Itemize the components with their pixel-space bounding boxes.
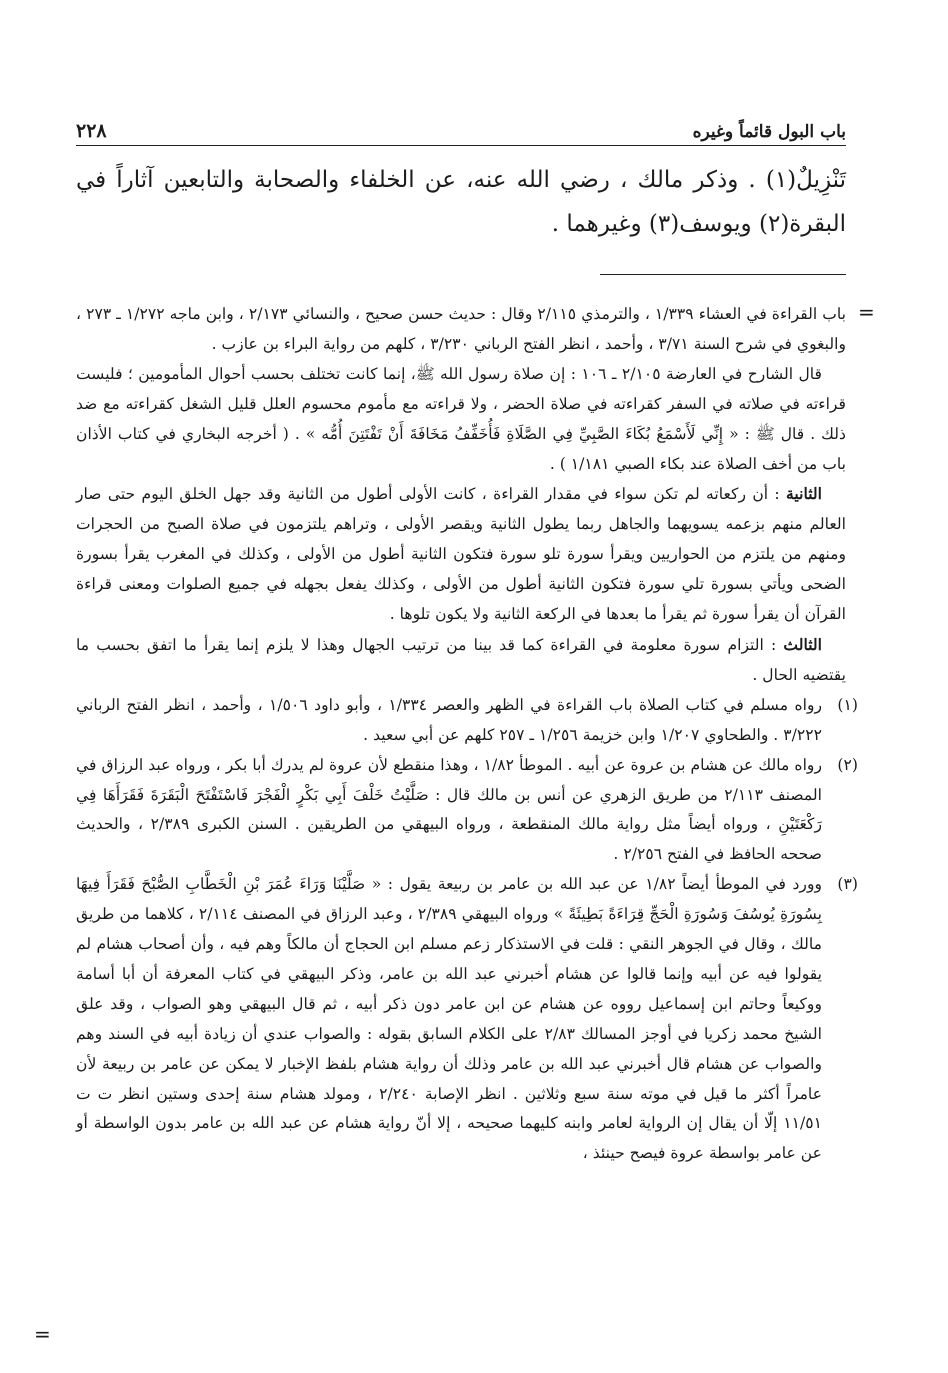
footnote-text: وورد في الموطأ أيضاً ١/٨٢ عن عبد الله بن عامر بن ربيعة يقول : « صَلَّيْنَا وَرَاءَ عُمَرَ بْنِ الْخَطَّابِ الصُّبْحَ فَقَرَأَ فِيهَا بِسُورَةِ يُوسُفَ وَسُورَةِ الْحَجِّ قِرَاءَةً بَطِيئَةً » ورواه البيهقي ٢/٣٨٩ ، وعبد الرزاق في المصنف ٢/١١٤ ، كلاهما من طريق مالك ، وقال في الجوهر النقي : قلت في الاستذكار زعم مسلم ابن الحجاج أن مالكاً وهم فيه ، وأن أصحاب هشام لم يقولوا فيه عن أبيه وإنما قالوا عن هشام أخبرني عبد الله بن عامر، وذكر البيهقي في كتاب المعرفة أن أبا أسامة ووكيعاً وحاتم ابن إسماعيل رووه عن هشام عن ابن عامر دون ذكر أبيه ، ثم قال البيهقي وهو الصواب ، وقد علق الشيخ محمد زكريا في أوجز المسالك ٢/٨٣ على الكلام السابق بقوله : والصواب عندي أن زيادة أبيه في السند وهم والصواب عن هشام قال أخبرني عبد الله بن عامر وذلك أن رواية هشام بلفظ الإخبار لا يمكن عن عامر بن ربيعة لأن عامراً أكثر ما قيل في موته سنة سبع وثلاثين . انظر الإصابة ٢/٢٤٠ ، ومولد هشام سنة إحدى وستين انظر ت ت ١١/٥١ إلّا أن يقال إن الرواية لعامر وابنه كليهما صحيحه ، إلا أنّ رواية هشام عن عبد الله بن عامر بدون الواسطة أو عن عامر بواسطة عروة فيصح حينئذ ،	[76, 875, 823, 1163]
footnote-3	[76, 870, 858, 1169]
footnote-number: (٢)	[837, 755, 858, 774]
running-title: باب البول قائماً وغيره	[692, 122, 846, 142]
footnote-number: (١)	[837, 695, 858, 714]
footnote-separator	[600, 274, 846, 275]
footnote-2	[76, 751, 858, 871]
page-header	[76, 114, 846, 142]
header-rule	[76, 145, 846, 146]
second-point-label: الثانية	[786, 484, 822, 504]
footnote-text: رواه مالك عن هشام بن عروة عن أبيه . الموطأ ١/٨٢ ، وهذا منقطع لأن عروة لم يدرك أبا بكر ، ورواه عبد الرزاق في المصنف ٢/١١٣ من طريق الزهري عن أنس بن مالك قال : صَلَّيْتُ خَلْفَ أَبِي بَكْرٍ الْفَجْرَ فَاسْتَفْتَحَ الْبَقَرَةَ فَقَرَأَهَا فِي رَكْعَتَيْنِ ، ورواه أيضاً مثل رواية مالك المنقطعة ، ورواه البيهقي من الطريقين . السنن الكبرى ٢/٣٨٩ ، والحديث صححه الحافظ في الفتح ٢/٢٥٦ .	[76, 755, 823, 864]
continued-footnote: باب القراءة في العشاء ١/٣٣٩ ، والترمذي ٢/١١٥ وقال : حديث حسن صحيح ، والنسائي ٢/١٧٣ ، وابن ماجه ١/٢٧٢ ـ ٢٧٣ ، والبغوي في شرح السنة ٣/٧١ ، وأحمد ، انظر الفتح الرباني ٣/٢٣٠ ، كلهم من رواية البراء بن عازب .	[76, 305, 846, 353]
main-text	[76, 158, 846, 246]
second-point-paragraph	[76, 479, 846, 630]
third-point-label: الثالث	[783, 634, 822, 654]
footnote-number: (٣)	[837, 875, 858, 894]
footnotes-section	[76, 300, 858, 1169]
page-number: ٢٢٨	[76, 120, 107, 142]
footnote-text: رواه مسلم في كتاب الصلاة باب القراءة في الظهر والعصر ١/٣٣٤ ، وأبو داود ١/٥٠٦ ، وأحمد ، انظر الفتح الرباني ٣/٢٢٢ . والطحاوي ١/٢٠٧ وابن خزيمة ١/٢٥٦ ـ ٢٥٧ كلهم عن أبي سعيد .	[76, 695, 823, 744]
commentary-paragraph: قال الشارح في العارضة ٢/١٠٥ ـ ١٠٦ : إن صلاة رسول الله ﷺ، إنما كانت تختلف بحسب أحوال المأمومين ؛ فليست قراءته في صلاته في السفر كقراءته في صلاة الحضر ، ولا قراءته مع مأموم محسوم العلل قليل الشغل كقراءته مع ضد ذلك . قال ﷺ : « إِنِّي لَأَسْمَعُ بُكَاءَ الصَّبِيِّ فِي الصَّلَاةِ فَأُخَفِّفُ مَخَافَةَ أَنْ تَفْتَتِنَ أُمُّه » . ( أخرجه البخاري في كتاب الأذان باب من أخف الصلاة عند بكاء الصبي ١/١٨١ ) .	[76, 364, 846, 473]
second-point-text: : أن ركعاته لم تكن سواء في مقدار القراءة ، كانت الأولى أطول من الثانية وقد جهل الخلق اليوم حتى صار العالم منهم بزعمه يسويهما والجاهل ربما يطول الثانية ويقصر الأولى ، وتراهم يلتزمون في صلاة الصبح من الحجرات ومنهم من يلتزم من الحواريين ويقرأ سورة تلو سورة فتكون الثانية أطول من الأولى ، وكذلك في المغرب يقرأ بسورة الضحى ويأتي بسورة تلي سورة فتكون الثانية أطول من الأولى ، وكذلك يفعل بجهله في جميع الصلوات ومعنى قراءة القرآن أن يقرأ سورة ثم يقرأ ما بعدها في الركعة الثانية ولا يكون تلوها .	[76, 485, 846, 624]
third-point-text: : التزام سورة معلومة في القراءة كما قد بينا من ترتيب الجهال وهذا لا يلزم إنما يقرأ ما اتفق بحسب ما يقتضيه الحال .	[76, 635, 846, 684]
footnote-1	[76, 691, 858, 751]
main-paragraph: تَنْزِيلٌ(١) . وذكر مالك ، رضي الله عنه، عن الخلفاء والصحابة والتابعين آثاراً في البقرة(٢) ويوسف(٣) وغيرهما .	[76, 167, 846, 237]
continuation-mark-end: =	[34, 1322, 51, 1346]
third-point-paragraph	[76, 630, 846, 691]
continuation-mark-start: =	[858, 300, 875, 324]
